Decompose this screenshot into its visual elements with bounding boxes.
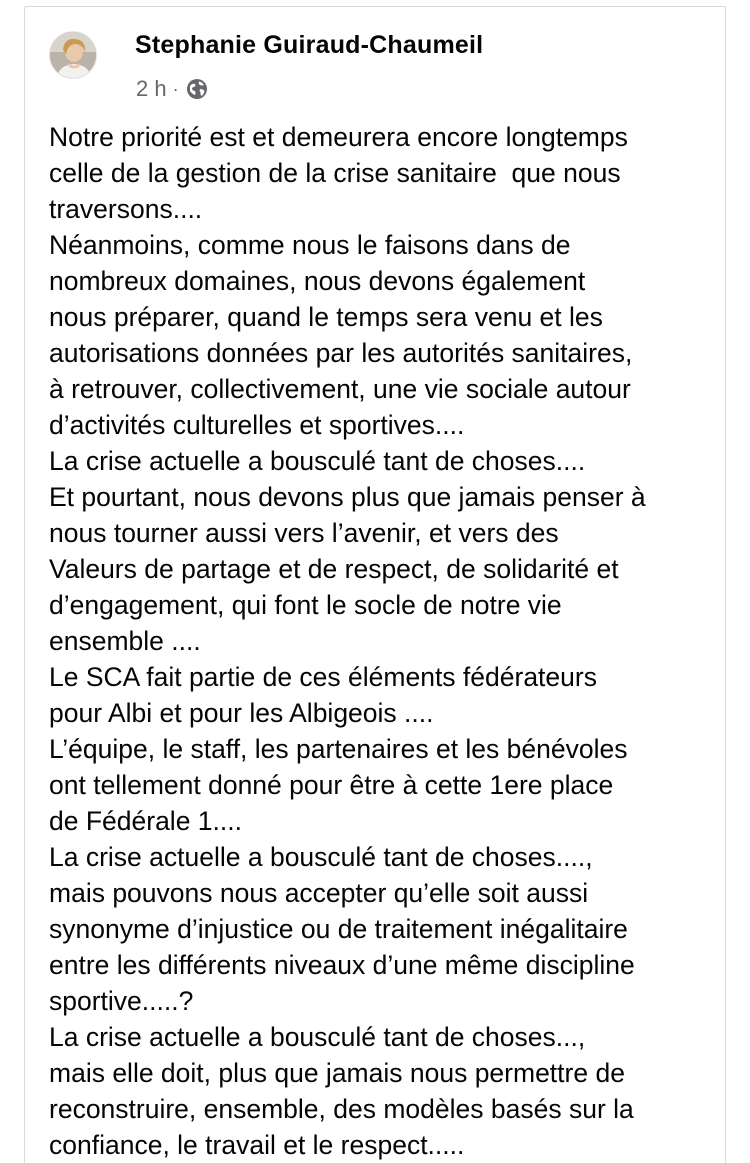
- post-text-line: celle de la gestion de la crise sanitaire que nous: [49, 158, 621, 188]
- post-text-line: Néanmoins, comme nous le faisons dans de: [49, 230, 571, 260]
- post-text-line: mais pouvons nous accepter qu’elle soit aussi: [49, 878, 589, 908]
- post-text-line: nous préparer, quand le temps sera venu et les: [49, 302, 603, 332]
- avatar-photo: [50, 32, 97, 79]
- author-name[interactable]: Stephanie Guiraud-Chaumeil: [135, 31, 484, 59]
- post-text-line: nombreux domaines, nous devons également: [49, 266, 586, 296]
- post-text-line: traversons....: [49, 194, 203, 224]
- post-text-line: sportive.....?: [49, 986, 194, 1016]
- post-text-line: reconstruire, ensemble, des modèles basés sur la: [49, 1094, 634, 1124]
- post-text-line: Et pourtant, nous devons plus que jamais penser à: [49, 482, 646, 512]
- post-text-line: d’engagement, qui font le socle de notre vie: [49, 590, 562, 620]
- post-text-line: La crise actuelle a bousculé tant de choses...,: [49, 1022, 586, 1052]
- post-text-line: autorisations données par les autorités sanitaires,: [49, 338, 633, 368]
- avatar[interactable]: [49, 31, 97, 79]
- post-body: [49, 119, 719, 1163]
- post-text-line: Le SCA fait partie de ces éléments fédérateurs: [49, 662, 597, 692]
- post-text-line: ensemble ....: [49, 626, 201, 656]
- post-text-line: L’équipe, le staff, les partenaires et les bénévoles: [49, 734, 628, 764]
- post-timestamp[interactable]: 2 h: [136, 76, 167, 101]
- post-text-line: à retrouver, collectivement, une vie sociale autour: [49, 374, 631, 404]
- post-meta: [136, 76, 208, 102]
- post-text-line: La crise actuelle a bousculé tant de choses....: [49, 446, 586, 476]
- post-card: [24, 6, 726, 1163]
- meta-separator: ·: [172, 78, 179, 99]
- post-text-line: entre les différents niveaux d’une même discipline: [49, 950, 635, 980]
- post-text-line: Notre priorité est et demeurera encore longtemps: [49, 122, 628, 152]
- post-text-line: pour Albi et pour les Albigeois ....: [49, 698, 434, 728]
- post-text-line: de Fédérale 1....: [49, 806, 242, 836]
- post-text-line: ont tellement donné pour être à cette 1ere place: [49, 770, 614, 800]
- post-text-line: nous tourner aussi vers l’avenir, et vers des: [49, 518, 559, 548]
- post-text-line: Valeurs de partage et de respect, de solidarité et: [49, 554, 619, 584]
- post-text-line: mais elle doit, plus que jamais nous permettre de: [49, 1058, 625, 1088]
- post-header: [47, 29, 697, 109]
- post-text-line: confiance, le travail et le respect.....: [49, 1130, 465, 1160]
- post-text-line: d’activités culturelles et sportives....: [49, 410, 465, 440]
- globe-icon[interactable]: [186, 78, 208, 100]
- post-text-line: synonyme d’injustice ou de traitement inégalitaire: [49, 914, 628, 944]
- post-text-line: La crise actuelle a bousculé tant de choses....,: [49, 842, 593, 872]
